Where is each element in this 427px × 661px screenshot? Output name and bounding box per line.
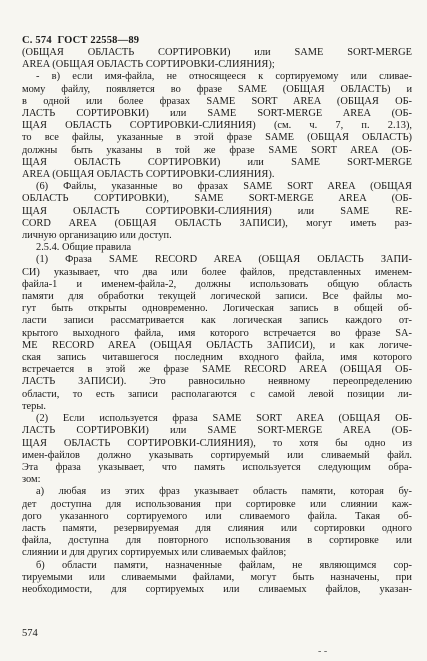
page-header: [22, 35, 139, 46]
page-number: 574: [22, 628, 38, 639]
text-line: памяти для обработки текущей логической записи. Все файлы мо-: [22, 291, 412, 303]
text-line: AREA (ОБЩАЯ ОБЛАСТЬ СОРТИРОВКИ-СЛИЯНИЯ).: [22, 169, 275, 181]
standard-number: ГОСТ 22558—89: [57, 35, 140, 46]
text-line: CORD AREA (ОБЩАЯ ОБЛАСТЬ ЗАПИСИ), могут иметь раз-: [22, 217, 412, 229]
scan-mark: - -: [318, 646, 328, 657]
text-line: ЩАЯ ОБЛАСТЬ СОРТИРОВКИ-СЛИЯНИЯ), то хотя бы одно из: [22, 437, 412, 449]
text-line: гут быть открыты одновременно. Логическая запись в общей об-: [22, 303, 412, 315]
text-line: ЩАЯ ОБЛАСТЬ СОРТИРОВКИ) или SAME SORT-MERGE: [22, 156, 412, 168]
text-line: файла, доступна для повторного использования в сортировке или: [22, 535, 412, 547]
text-line: тируемыми или сливаемыми файлами, могут быть назначены, при: [22, 571, 412, 583]
text-line: Эта фраза указывает, что память используется следующим обра-: [22, 461, 412, 473]
text-line: то все файлы, указанные в этой фразе SAME (ОБЩАЯ ОБЛАСТЬ): [22, 132, 412, 144]
text-line: файла-1 и именем-файла-2, должны использовать общую область: [22, 278, 412, 290]
text-line: области, то есть записи располагаются с самой левой позиции ли-: [22, 388, 412, 400]
text-line: ская запись читавшегося последним входного файла, имя которого: [22, 352, 412, 364]
text-line: а) любая из этих фраз указывает область памяти, которая бу-: [36, 486, 412, 498]
text-line: мому файлу, появляется во фразе SAME (ОБЩАЯ ОБЛАСТЬ) и: [22, 83, 412, 95]
text-line: (6) Файлы, указанные во фразах SAME SORT AREA (ОБЩАЯ: [36, 181, 412, 193]
text-line: встречается в этой же фразе SAME RECORD AREA (ОБЩАЯ ОБ-: [22, 364, 412, 376]
text-line: AREA (ОБЩАЯ ОБЛАСТЬ СОРТИРОВКИ-СЛИЯНИЯ);: [22, 59, 275, 71]
text-line: ОБЛАСТЬ СОРТИРОВКИ), SAME SORT-MERGE AREA (ОБ-: [22, 193, 412, 205]
text-line: ласти записи рассматривается как логическая запись каждого от-: [22, 315, 412, 327]
section-heading: 2.5.4. Общие правила: [36, 242, 132, 254]
text-line: ЛАСТЬ СОРТИРОВКИ) или SAME SORT-MERGE AREA (ОБ-: [22, 108, 412, 120]
text-line: ласть памяти, резервируемая для слияния или сортировки одного: [22, 522, 412, 534]
text-line: ЛАСТЬ ЗАПИСИ). Это равносильно неявному переопределению: [22, 376, 412, 388]
text-line: дого указанного сортируемого или сливаемого файла. Такая об-: [22, 510, 412, 522]
page-label: С. 574: [22, 35, 52, 46]
text-line: зом:: [22, 474, 41, 486]
text-line: ЩАЯ ОБЛАСТЬ СОРТИРОВКИ-СЛИЯНИЯ) или SAME RE-: [22, 205, 412, 217]
text-line: должны быть указаны в той же фразе SAME SORT AREA (ОБ-: [22, 144, 412, 156]
body-text: [22, 47, 412, 596]
text-line: имен-файлов должно указывать сортируемый или сливаемый файл.: [22, 449, 412, 461]
text-line: крытого выходного файла, имя которого встречается во фразе SA-: [22, 327, 412, 339]
text-line: ЛАСТЬ СОРТИРОВКИ) или SAME SORT-MERGE AREA (ОБ-: [22, 425, 412, 437]
text-line: - в) если имя-файла, не относящееся к сортируемому или сливае-: [36, 71, 412, 83]
text-line: СИ) указывает, что два или более файлов, представленных именем-: [22, 266, 412, 278]
text-line: необходимости, для сортируемых или сливаемых файлов, указан-: [22, 583, 412, 595]
text-line: личную организацию или доступ.: [22, 230, 172, 242]
text-line: теры.: [22, 400, 46, 412]
text-line: ЩАЯ ОБЛАСТЬ СОРТИРОВКИ-СЛИЯНИЯ) (см. ч. 7, п. 2.13),: [22, 120, 412, 132]
text-line: в одной или более фразах SAME SORT AREA (ОБЩАЯ ОБ-: [22, 95, 412, 107]
text-line: (1) Фраза SAME RECORD AREA (ОБЩАЯ ОБЛАСТЬ ЗАПИ-: [36, 254, 412, 266]
text-line: ME RECORD AREA (ОБЩАЯ ОБЛАСТЬ ЗАПИСИ), и как логиче-: [22, 339, 412, 351]
text-line: дет доступна для использования при сортировке или слиянии каж-: [22, 498, 412, 510]
text-line: (ОБЩАЯ ОБЛАСТЬ СОРТИРОВКИ) или SAME SORT-MERGE: [22, 47, 412, 58]
text-line: (2) Если используется фраза SAME SORT AREA (ОБЩАЯ ОБ-: [36, 413, 412, 425]
text-line: б) области памяти, назначенные файлам, не являющимся сор-: [36, 559, 412, 571]
text-line: слиянии и для других сортируемых или сливаемых файлов;: [22, 547, 287, 559]
